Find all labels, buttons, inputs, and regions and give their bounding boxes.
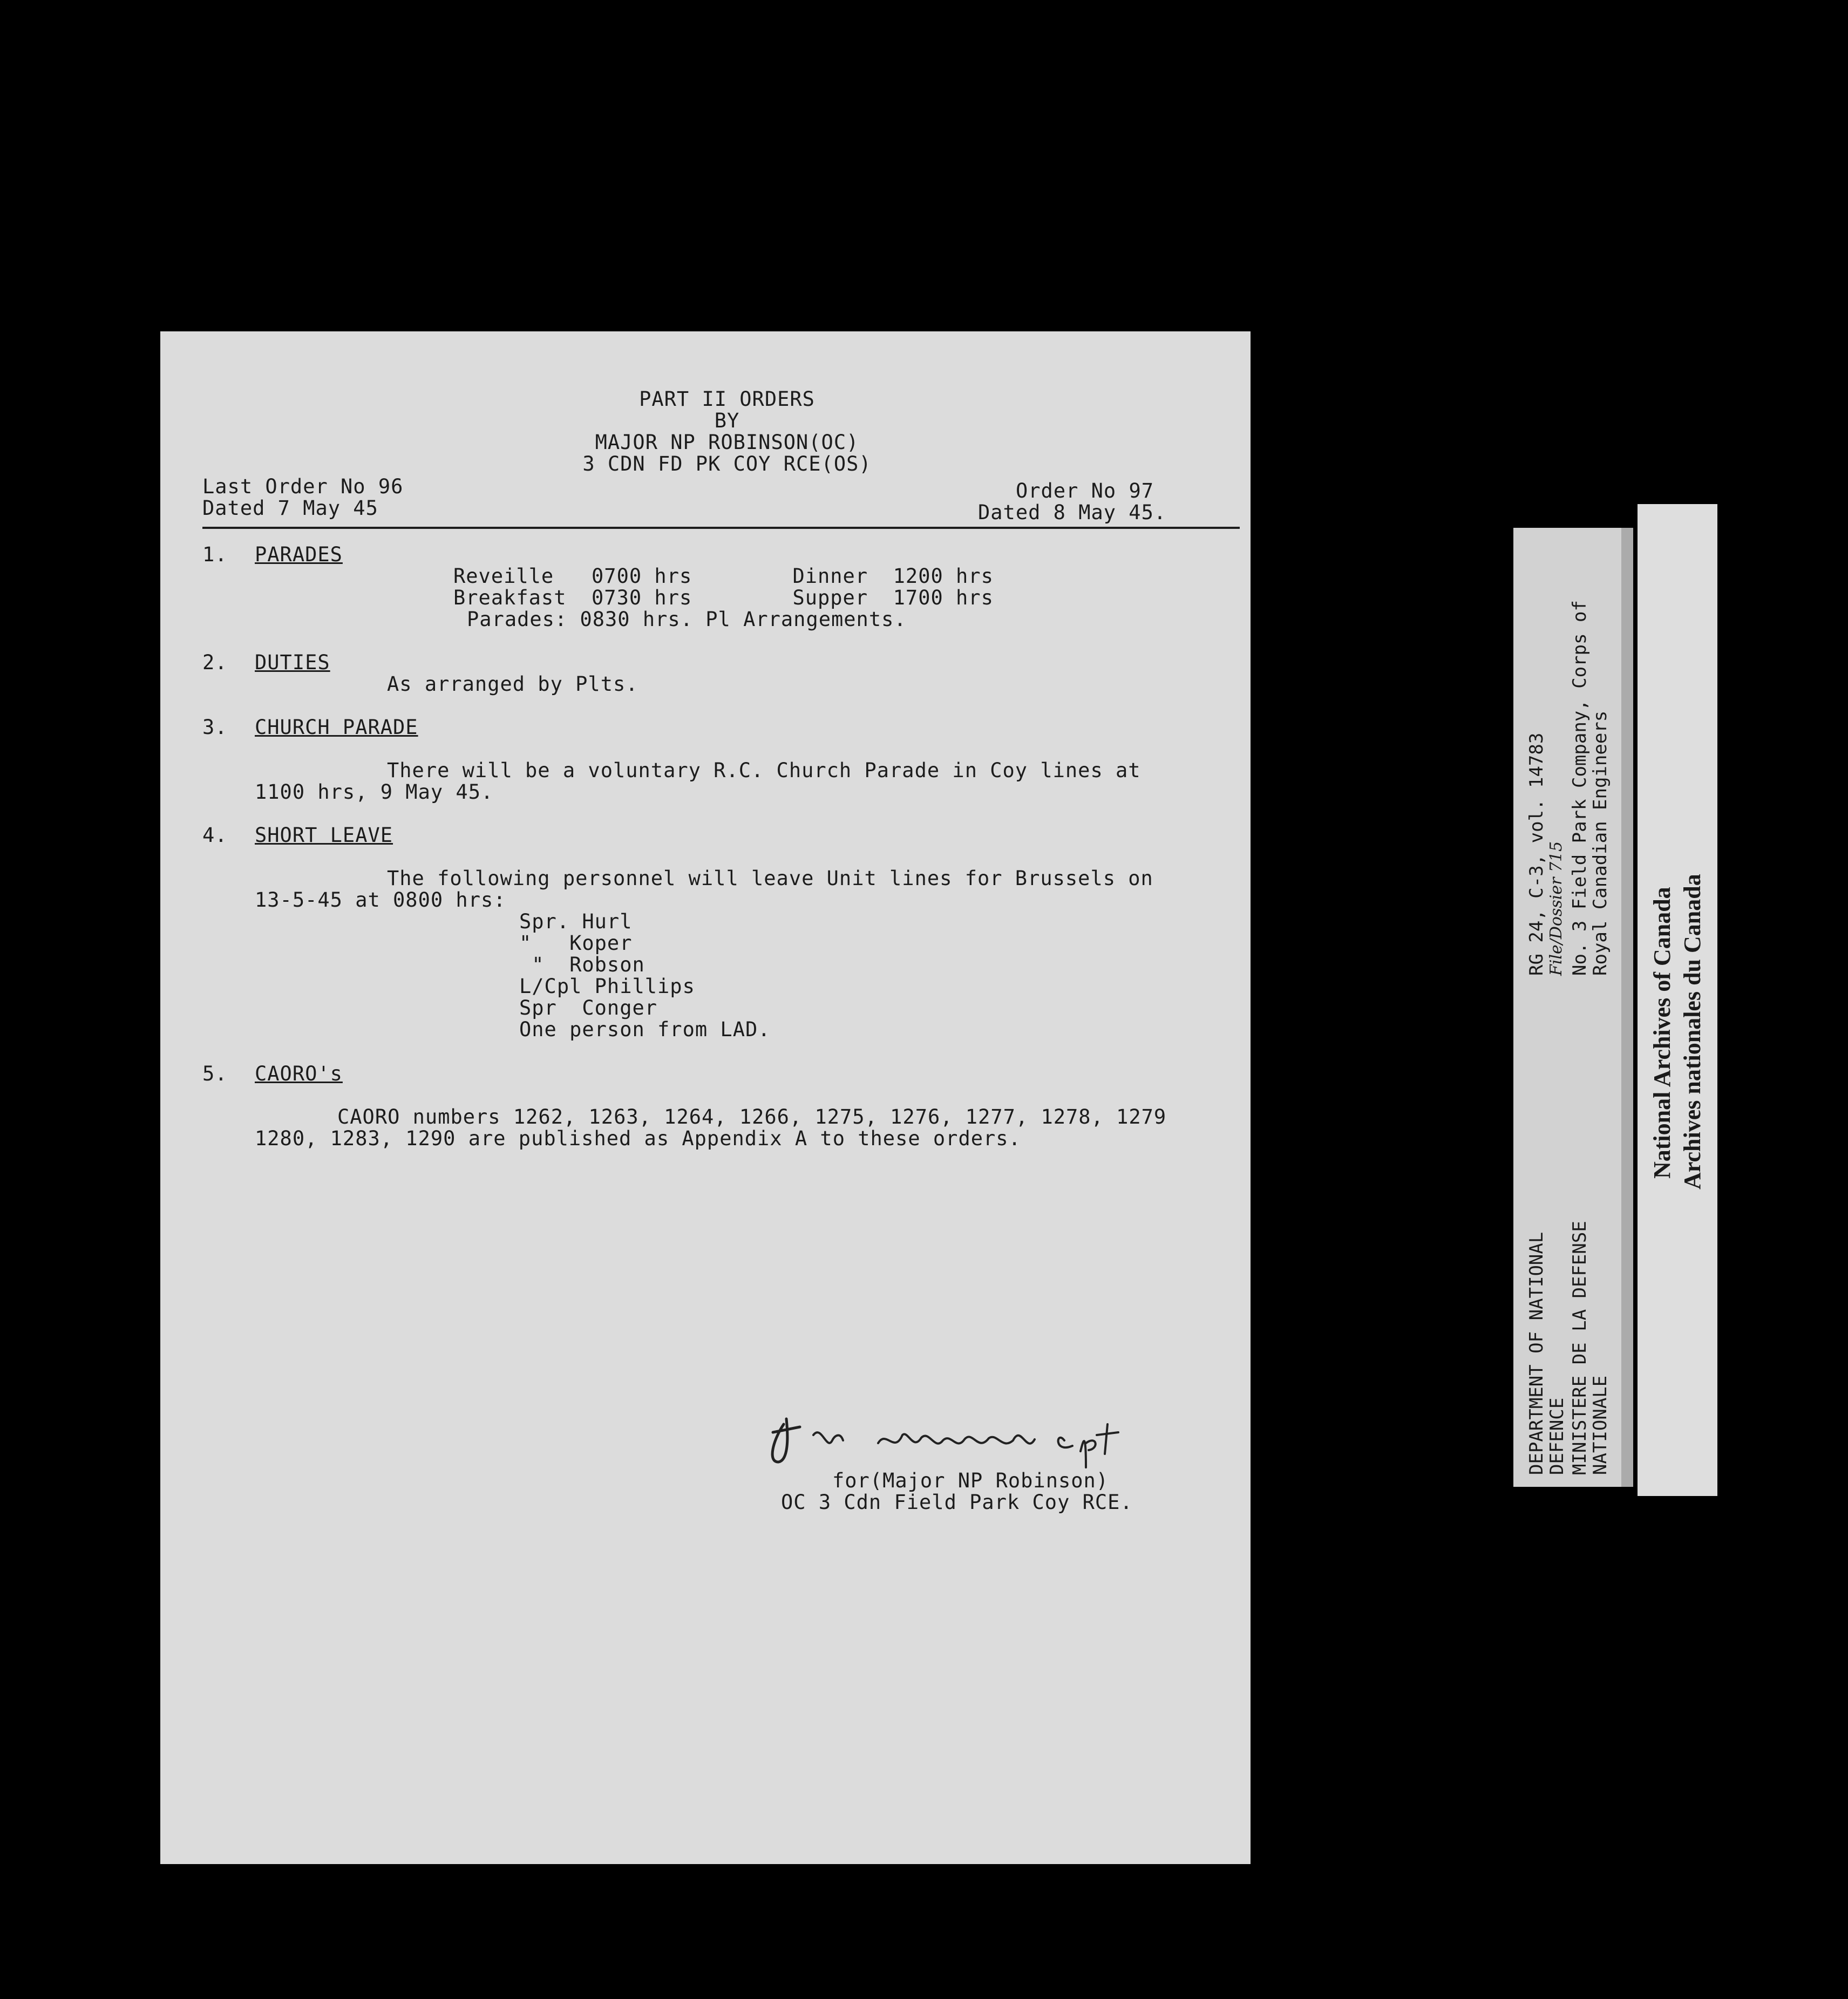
section-number: 4. <box>202 824 228 847</box>
document-officer: MAJOR NP ROBINSON(OC) <box>595 431 859 454</box>
duties-text: As arranged by Plts. <box>387 672 638 696</box>
section-heading-duties: DUTIES <box>255 651 330 674</box>
document-by: BY <box>714 409 740 432</box>
archive-department: MINISTERE DE LA DEFENSE <box>1569 1221 1591 1475</box>
parades-schedule-line: Breakfast 0730 hrs Supper 1700 hrs <box>453 586 994 609</box>
archive-department: DEPARTMENT OF NATIONAL <box>1526 1232 1547 1475</box>
parades-arrangement-line: Parades: 0830 hrs. Pl Arrangements. <box>467 608 907 631</box>
section-number: 2. <box>202 651 228 674</box>
document-unit: 3 CDN FD PK COY RCE(OS) <box>582 452 872 475</box>
personnel-list-item: Spr. Hurl <box>519 910 633 933</box>
section-heading-church-parade: CHURCH PARADE <box>255 716 418 739</box>
personnel-list-item: One person from LAD. <box>519 1018 771 1041</box>
order-document <box>160 331 1251 1864</box>
archive-department: NATIONALE <box>1589 1375 1611 1475</box>
signature-title-line: OC 3 Cdn Field Park Coy RCE. <box>781 1491 1133 1514</box>
section-heading-short-leave: SHORT LEAVE <box>255 824 393 847</box>
short-leave-text: 13-5-45 at 0800 hrs: <box>255 888 506 912</box>
short-leave-text: The following personnel will leave Unit lines for Brussels on <box>387 867 1153 890</box>
archive-stamp-english: National Archives of Canada <box>1649 887 1675 1179</box>
section-number: 1. <box>202 543 228 566</box>
handwritten-signature <box>762 1403 1129 1473</box>
archive-department: DEFENCE <box>1546 1397 1568 1475</box>
personnel-list-item: Spr Conger <box>519 996 658 1019</box>
personnel-list-item: L/Cpl Phillips <box>519 975 695 998</box>
archive-stamp-french: Archives nationales du Canada <box>1679 874 1706 1189</box>
order-number: Order No 97 <box>1016 479 1154 502</box>
caoro-text: CAORO numbers 1262, 1263, 1264, 1266, 1275, 1276, 1277, 1278, 1279 <box>337 1105 1167 1128</box>
archive-label <box>1513 528 1633 1487</box>
section-number: 3. <box>202 716 228 739</box>
section-heading-caoro: CAORO's <box>255 1062 343 1085</box>
last-order-number: Last Order No 96 <box>202 475 404 498</box>
church-parade-text: 1100 hrs, 9 May 45. <box>255 780 494 804</box>
personnel-list-item: " Robson <box>519 953 645 976</box>
archive-reference: RG 24, C-3, vol. 14783 <box>1526 732 1547 976</box>
header-rule <box>202 527 1240 529</box>
document-title: PART II ORDERS <box>639 387 815 411</box>
archive-file-number: File/Dossier 715 <box>1547 841 1566 976</box>
section-number: 5. <box>202 1062 228 1085</box>
caoro-text: 1280, 1283, 1290 are published as Appendix A to these orders. <box>255 1127 1021 1150</box>
archive-unit-name: No. 3 Field Park Company, Corps of <box>1569 600 1591 976</box>
last-order-dated: Dated 7 May 45 <box>202 497 378 520</box>
archive-stamp <box>1638 504 1717 1496</box>
signature-for-line: for(Major NP Robinson) <box>832 1469 1109 1492</box>
church-parade-text: There will be a voluntary R.C. Church Parade in Coy lines at <box>387 759 1141 782</box>
archive-unit-name: Royal Canadian Engineers <box>1589 710 1611 976</box>
personnel-list-item: " Koper <box>519 931 633 955</box>
archive-label-edge <box>1621 528 1633 1487</box>
parades-schedule-line: Reveille 0700 hrs Dinner 1200 hrs <box>453 565 994 588</box>
order-dated: Dated 8 May 45. <box>978 501 1167 524</box>
section-heading-parades: PARADES <box>255 543 343 566</box>
